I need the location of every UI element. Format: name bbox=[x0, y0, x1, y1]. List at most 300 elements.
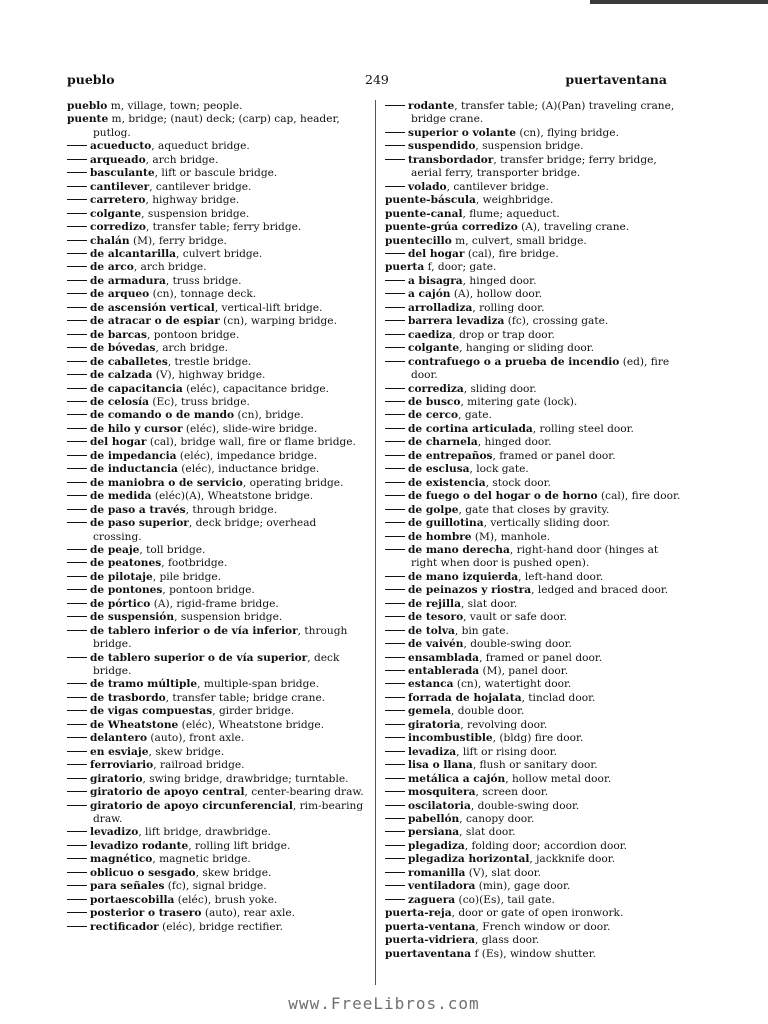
entry-term: de existencia bbox=[408, 476, 486, 489]
dictionary-subentry bbox=[385, 463, 683, 476]
repeat-dash bbox=[67, 858, 87, 859]
entry-term: de busco bbox=[408, 395, 461, 408]
footer-watermark: www.FreeLibros.com bbox=[288, 994, 480, 1013]
dictionary-entry bbox=[385, 934, 683, 947]
entry-term: de rejilla bbox=[408, 597, 461, 610]
entry-term: de alcantarilla bbox=[90, 247, 177, 260]
dictionary-entry bbox=[385, 261, 683, 274]
entry-term: volado bbox=[408, 180, 447, 193]
repeat-dash bbox=[67, 603, 87, 604]
scan-edge-bar bbox=[590, 0, 768, 4]
entry-term: ferroviario bbox=[90, 759, 154, 772]
dictionary-subentry bbox=[67, 705, 365, 718]
repeat-dash bbox=[385, 805, 405, 806]
entry-definition: , left-hand door. bbox=[518, 570, 604, 583]
entry-term: pueblo bbox=[67, 100, 108, 112]
repeat-dash bbox=[67, 562, 87, 563]
repeat-dash bbox=[385, 630, 405, 631]
entry-term: acueducto bbox=[90, 140, 152, 153]
entry-term: de hilo y cursor bbox=[90, 422, 183, 435]
entry-term: ventiladora bbox=[408, 880, 476, 893]
entry-term: puente-grúa corredizo bbox=[385, 221, 518, 234]
dictionary-subentry bbox=[385, 315, 683, 328]
entry-term: transbordador bbox=[408, 153, 494, 166]
entry-term: basculante bbox=[90, 167, 155, 180]
repeat-dash bbox=[67, 334, 87, 335]
repeat-dash bbox=[385, 280, 405, 281]
dictionary-subentry bbox=[385, 383, 683, 396]
entry-definition: , drop or trap door. bbox=[452, 328, 555, 341]
repeat-dash bbox=[67, 213, 87, 214]
repeat-dash bbox=[385, 683, 405, 684]
entry-definition: (min), gage door. bbox=[475, 880, 571, 893]
entry-definition: , framed or panel door. bbox=[479, 651, 603, 664]
entry-definition: , multiple-span bridge. bbox=[197, 678, 319, 691]
dictionary-subentry bbox=[67, 544, 365, 557]
entry-term: pabellón bbox=[408, 813, 460, 826]
entry-term: de peaje bbox=[90, 543, 140, 556]
dictionary-subentry bbox=[385, 504, 683, 517]
dictionary-entry bbox=[67, 113, 365, 140]
entry-term: corredizo bbox=[90, 221, 146, 234]
repeat-dash bbox=[67, 226, 87, 227]
entry-term: del hogar bbox=[90, 436, 147, 449]
dictionary-subentry bbox=[385, 329, 683, 342]
entry-term: de mano derecha bbox=[408, 543, 510, 556]
dictionary-subentry bbox=[67, 840, 365, 853]
entry-term: oblicuo o sesgado bbox=[90, 866, 196, 879]
entry-term: de tolva bbox=[408, 624, 455, 637]
dictionary-subentry bbox=[67, 221, 365, 234]
entry-term: colgante bbox=[408, 342, 460, 355]
dictionary-subentry bbox=[385, 342, 683, 355]
dictionary-subentry bbox=[385, 826, 683, 839]
dictionary-subentry bbox=[67, 907, 365, 920]
entry-term: en esviaje bbox=[90, 745, 149, 758]
dictionary-subentry bbox=[67, 383, 365, 396]
entry-definition: (cn), tonnage deck. bbox=[149, 288, 257, 301]
dictionary-subentry bbox=[67, 436, 365, 449]
entry-definition: , cantilever bridge. bbox=[149, 180, 252, 193]
entry-term: estanca bbox=[408, 678, 454, 691]
entry-definition: (eléc), bridge rectifier. bbox=[158, 920, 283, 933]
dictionary-subentry bbox=[67, 853, 365, 866]
column-divider bbox=[375, 100, 376, 985]
entry-term: de calzada bbox=[90, 369, 153, 382]
entry-term: giratorio de apoyo circunferencial bbox=[90, 799, 293, 812]
entry-term: de esclusa bbox=[408, 463, 470, 476]
repeat-dash bbox=[67, 737, 87, 738]
entry-definition: , arch bridge. bbox=[145, 153, 219, 166]
repeat-dash bbox=[385, 414, 405, 415]
repeat-dash bbox=[385, 818, 405, 819]
repeat-dash bbox=[67, 616, 87, 617]
repeat-dash bbox=[385, 253, 405, 254]
entry-definition: , transfer table; (A)(Pan) traveling crane, bridge crane. bbox=[411, 100, 675, 126]
repeat-dash bbox=[385, 468, 405, 469]
entry-definition: (A), rigid-frame bridge. bbox=[150, 597, 279, 610]
entry-definition: , trestle bridge. bbox=[167, 355, 252, 368]
entry-definition: , stock door. bbox=[485, 476, 551, 489]
entry-term: corrediza bbox=[408, 382, 464, 395]
entry-definition: , pontoon bridge. bbox=[162, 584, 255, 597]
entry-definition: , bin gate. bbox=[454, 624, 509, 637]
entry-definition: , operating bridge. bbox=[242, 476, 344, 489]
entry-definition: , lift or bascule bridge. bbox=[154, 167, 278, 180]
entry-term: de ascensión vertical bbox=[90, 301, 215, 314]
repeat-dash bbox=[67, 145, 87, 146]
entry-term: de tesoro bbox=[408, 611, 464, 624]
dictionary-subentry bbox=[67, 786, 365, 799]
entry-definition: (cal), fire bridge. bbox=[464, 247, 559, 260]
repeat-dash bbox=[385, 320, 405, 321]
entry-definition: , French window or door. bbox=[475, 920, 611, 933]
entry-term: puente-báscula bbox=[385, 194, 476, 207]
entry-definition: m, village, town; people. bbox=[107, 100, 243, 112]
entry-definition: (V), slat door. bbox=[465, 866, 541, 879]
repeat-dash bbox=[67, 589, 87, 590]
entry-term: de hombre bbox=[408, 530, 472, 543]
entry-term: ensamblada bbox=[408, 651, 480, 664]
repeat-dash bbox=[67, 455, 87, 456]
entry-definition: , hinged door. bbox=[462, 274, 537, 287]
entry-term: a bisagra bbox=[408, 274, 463, 287]
entry-term: gemela bbox=[408, 705, 451, 718]
dictionary-subentry bbox=[67, 625, 365, 652]
repeat-dash bbox=[385, 482, 405, 483]
entry-definition: m, bridge; (naut) deck; (carp) cap, header, putlog. bbox=[93, 113, 340, 139]
repeat-dash bbox=[67, 630, 87, 631]
dictionary-subentry bbox=[385, 571, 683, 584]
dictionary-subentry bbox=[385, 302, 683, 315]
entry-definition: , center-bearing draw. bbox=[244, 786, 364, 799]
entry-definition: , footbridge. bbox=[161, 557, 228, 570]
dictionary-subentry bbox=[385, 692, 683, 705]
entry-term: de impedancia bbox=[90, 449, 177, 462]
dictionary-subentry bbox=[385, 732, 683, 745]
repeat-dash bbox=[67, 495, 87, 496]
dictionary-subentry bbox=[67, 692, 365, 705]
dictionary-subentry bbox=[385, 773, 683, 786]
dictionary-subentry bbox=[385, 450, 683, 463]
entry-term: puerta-vidriera bbox=[385, 934, 475, 947]
dictionary-subentry bbox=[385, 759, 683, 772]
entry-definition: , highway bridge. bbox=[145, 194, 240, 207]
repeat-dash bbox=[67, 280, 87, 281]
entry-definition: , pile bridge. bbox=[152, 570, 222, 583]
repeat-dash bbox=[67, 778, 87, 779]
entry-definition: , deck bridge; overhead crossing. bbox=[93, 517, 317, 543]
entry-term: de peinazos y riostra bbox=[408, 584, 532, 597]
dictionary-subentry bbox=[385, 436, 683, 449]
dictionary-subentry bbox=[67, 181, 365, 194]
dictionary-entry bbox=[385, 921, 683, 934]
repeat-dash bbox=[67, 576, 87, 577]
entry-term: puerta-reja bbox=[385, 907, 452, 920]
repeat-dash bbox=[67, 320, 87, 321]
entry-term: arqueado bbox=[90, 153, 146, 166]
entry-definition: (M), manhole. bbox=[471, 530, 551, 543]
dictionary-subentry bbox=[67, 504, 365, 517]
repeat-dash bbox=[67, 441, 87, 442]
repeat-dash bbox=[385, 388, 405, 389]
repeat-dash bbox=[67, 764, 87, 765]
dictionary-subentry bbox=[67, 773, 365, 786]
repeat-dash bbox=[67, 710, 87, 711]
repeat-dash bbox=[67, 199, 87, 200]
repeat-dash bbox=[385, 589, 405, 590]
entry-definition: (cn), bridge. bbox=[234, 409, 304, 422]
entry-definition: , lift or rising door. bbox=[456, 745, 558, 758]
dictionary-subentry bbox=[385, 477, 683, 490]
dictionary-subentry bbox=[67, 598, 365, 611]
entry-term: metálica a cajón bbox=[408, 772, 506, 785]
dictionary-subentry bbox=[67, 450, 365, 463]
repeat-dash bbox=[67, 509, 87, 510]
dictionary-subentry bbox=[67, 826, 365, 839]
entry-term: magnético bbox=[90, 853, 153, 866]
dictionary-subentry bbox=[385, 625, 683, 638]
dictionary-subentry bbox=[67, 409, 365, 422]
repeat-dash bbox=[385, 361, 405, 362]
repeat-dash bbox=[67, 926, 87, 927]
repeat-dash bbox=[385, 347, 405, 348]
entry-definition: , lock gate. bbox=[469, 463, 529, 476]
entry-definition: , hollow metal door. bbox=[505, 772, 612, 785]
entry-term: plegadiza bbox=[408, 839, 465, 852]
repeat-dash bbox=[385, 145, 405, 146]
entry-term: contrafuego o a prueba de incendio bbox=[408, 355, 620, 368]
dictionary-subentry bbox=[67, 652, 365, 679]
dictionary-subentry bbox=[385, 638, 683, 651]
entry-definition: , revolving door. bbox=[460, 718, 548, 731]
entry-term: chalán bbox=[90, 234, 130, 247]
dictionary-subentry bbox=[67, 611, 365, 624]
entry-term: de pilotaje bbox=[90, 570, 153, 583]
repeat-dash bbox=[385, 522, 405, 523]
dictionary-subentry bbox=[385, 531, 683, 544]
dictionary-subentry bbox=[385, 598, 683, 611]
repeat-dash bbox=[67, 374, 87, 375]
entry-term: superior o volante bbox=[408, 126, 516, 139]
dictionary-subentry bbox=[385, 140, 683, 153]
repeat-dash bbox=[67, 253, 87, 254]
dictionary-subentry bbox=[67, 315, 365, 328]
entry-term: de pontones bbox=[90, 584, 163, 597]
repeat-dash bbox=[385, 764, 405, 765]
repeat-dash bbox=[385, 643, 405, 644]
repeat-dash bbox=[385, 334, 405, 335]
dictionary-subentry bbox=[385, 490, 683, 503]
entry-term: forrada de hojalata bbox=[408, 691, 522, 704]
dictionary-subentry bbox=[385, 275, 683, 288]
entry-definition: , vertical-lift bridge. bbox=[214, 301, 323, 314]
entry-term: zaguera bbox=[408, 893, 456, 906]
entry-definition: (A), traveling crane. bbox=[517, 221, 630, 234]
repeat-dash bbox=[67, 805, 87, 806]
repeat-dash bbox=[385, 724, 405, 725]
entry-definition: , transfer bridge; ferry bridge, aerial ferry, transporter bridge. bbox=[411, 153, 657, 180]
entry-term: puente bbox=[67, 113, 109, 126]
entry-term: levadizo bbox=[90, 826, 139, 839]
entry-term: de suspensión bbox=[90, 611, 175, 624]
dictionary-subentry bbox=[67, 329, 365, 342]
entry-definition: , suspension bridge. bbox=[475, 140, 584, 153]
repeat-dash bbox=[67, 522, 87, 523]
entry-definition: m, culvert, small bridge. bbox=[451, 234, 587, 247]
entry-term: de capacitancia bbox=[90, 382, 183, 395]
repeat-dash bbox=[385, 401, 405, 402]
repeat-dash bbox=[67, 414, 87, 415]
entry-term: puerta-ventana bbox=[385, 920, 476, 933]
repeat-dash bbox=[67, 549, 87, 550]
dictionary-subentry bbox=[67, 746, 365, 759]
entry-term: puentecillo bbox=[385, 234, 452, 247]
dictionary-subentry bbox=[67, 732, 365, 745]
entry-definition: f (Es), window shutter. bbox=[471, 947, 596, 960]
dictionary-subentry bbox=[385, 705, 683, 718]
entry-definition: , flush or sanitary door. bbox=[472, 759, 598, 772]
repeat-dash bbox=[385, 778, 405, 779]
repeat-dash bbox=[67, 428, 87, 429]
entry-definition: , railroad bridge. bbox=[153, 759, 245, 772]
entry-term: levadiza bbox=[408, 745, 457, 758]
repeat-dash bbox=[67, 388, 87, 389]
entry-term: de pórtico bbox=[90, 597, 151, 610]
repeat-dash bbox=[67, 912, 87, 913]
repeat-dash bbox=[385, 845, 405, 846]
repeat-dash bbox=[385, 159, 405, 160]
dictionary-subentry bbox=[385, 719, 683, 732]
entry-definition: , arch bridge. bbox=[155, 342, 229, 355]
entry-term: de Wheatstone bbox=[90, 718, 179, 731]
repeat-dash bbox=[385, 616, 405, 617]
entry-term: rectificador bbox=[90, 920, 159, 933]
entry-definition: , flume; aqueduct. bbox=[462, 207, 560, 220]
dictionary-subentry bbox=[67, 557, 365, 570]
entry-term: entablerada bbox=[408, 665, 480, 678]
repeat-dash bbox=[67, 401, 87, 402]
repeat-dash bbox=[67, 307, 87, 308]
dictionary-subentry bbox=[67, 517, 365, 544]
dictionary-subentry bbox=[385, 813, 683, 826]
entry-term: de bóvedas bbox=[90, 342, 156, 355]
entry-definition: , transfer table; ferry bridge. bbox=[145, 221, 302, 234]
entry-definition: , skew bridge. bbox=[195, 866, 272, 879]
entry-definition: (M), ferry bridge. bbox=[129, 234, 227, 247]
entry-term: de charnela bbox=[408, 436, 478, 449]
entry-definition: , deck bridge. bbox=[93, 651, 340, 678]
entry-definition: (cn), watertight door. bbox=[453, 678, 572, 691]
entry-definition: , jackknife door. bbox=[529, 853, 616, 866]
repeat-dash bbox=[385, 132, 405, 133]
entry-definition: , cantilever bridge. bbox=[446, 180, 549, 193]
entry-definition: , aqueduct bridge. bbox=[151, 140, 250, 153]
dictionary-subentry bbox=[67, 261, 365, 274]
repeat-dash bbox=[385, 441, 405, 442]
repeat-dash bbox=[385, 307, 405, 308]
repeat-dash bbox=[67, 697, 87, 698]
entry-term: de inductancia bbox=[90, 463, 178, 476]
entry-definition: , slat door. bbox=[460, 597, 518, 610]
dictionary-subentry bbox=[385, 409, 683, 422]
dictionary-subentry bbox=[67, 880, 365, 893]
entry-definition: (ed), fire door. bbox=[411, 355, 670, 382]
dictionary-subentry bbox=[67, 140, 365, 153]
dictionary-subentry bbox=[67, 275, 365, 288]
dictionary-entry bbox=[385, 907, 683, 920]
dictionary-subentry bbox=[67, 894, 365, 907]
entry-definition: , rim-bearing draw. bbox=[93, 799, 364, 826]
dictionary-subentry bbox=[67, 356, 365, 369]
left-column bbox=[67, 100, 365, 934]
dictionary-subentry bbox=[385, 611, 683, 624]
entry-term: de maniobra o de servicio bbox=[90, 476, 243, 489]
repeat-dash bbox=[385, 737, 405, 738]
entry-term: de tramo múltiple bbox=[90, 678, 198, 691]
entry-definition: , vault or safe door. bbox=[463, 611, 567, 624]
repeat-dash bbox=[385, 536, 405, 537]
dictionary-entry bbox=[67, 100, 365, 113]
dictionary-entry bbox=[385, 235, 683, 248]
repeat-dash bbox=[385, 899, 405, 900]
entry-definition: , tinclad door. bbox=[521, 691, 596, 704]
entry-definition: , toll bridge. bbox=[139, 543, 206, 556]
entry-term: de armadura bbox=[90, 274, 166, 287]
entry-term: de celosía bbox=[90, 395, 149, 408]
page-header bbox=[67, 72, 667, 90]
entry-definition: , hanging or sliding door. bbox=[459, 342, 594, 355]
repeat-dash bbox=[67, 751, 87, 752]
entry-definition: (auto), rear axle. bbox=[201, 907, 296, 920]
dictionary-subentry bbox=[385, 288, 683, 301]
dictionary-subentry bbox=[67, 288, 365, 301]
entry-definition: (co)(Es), tail gate. bbox=[455, 893, 556, 906]
repeat-dash bbox=[385, 791, 405, 792]
dictionary-subentry bbox=[67, 719, 365, 732]
entry-term: incombustible bbox=[408, 732, 493, 745]
dictionary-entry bbox=[385, 948, 683, 961]
repeat-dash bbox=[67, 240, 87, 241]
entry-definition: , canopy door. bbox=[459, 813, 535, 826]
entry-definition: , suspension bridge. bbox=[141, 207, 250, 220]
entry-term: de tablero inferior o de vía inferior bbox=[90, 624, 298, 637]
dictionary-subentry bbox=[67, 921, 365, 934]
repeat-dash bbox=[67, 657, 87, 658]
repeat-dash bbox=[67, 293, 87, 294]
repeat-dash bbox=[67, 885, 87, 886]
repeat-dash bbox=[67, 791, 87, 792]
header-right-guide-word: puertaventana bbox=[565, 72, 667, 87]
entry-definition: f, door; gate. bbox=[424, 261, 497, 274]
repeat-dash bbox=[385, 751, 405, 752]
entry-definition: , folding door; accordion door. bbox=[464, 839, 628, 852]
entry-definition: (cn), flying bridge. bbox=[515, 126, 619, 139]
dictionary-subentry bbox=[67, 490, 365, 503]
repeat-dash bbox=[385, 105, 405, 106]
dictionary-subentry bbox=[67, 342, 365, 355]
entry-definition: , screen door. bbox=[475, 786, 549, 799]
entry-definition: , double-swing door. bbox=[470, 799, 580, 812]
repeat-dash bbox=[385, 831, 405, 832]
entry-definition: , girder bridge. bbox=[212, 705, 295, 718]
entry-term: de mano izquierda bbox=[408, 570, 519, 583]
entry-term: de cortina articulada bbox=[408, 422, 533, 435]
entry-term: de entrepaños bbox=[408, 449, 493, 462]
dictionary-subentry bbox=[67, 208, 365, 221]
dictionary-subentry bbox=[67, 248, 365, 261]
dictionary-subentry bbox=[385, 652, 683, 665]
